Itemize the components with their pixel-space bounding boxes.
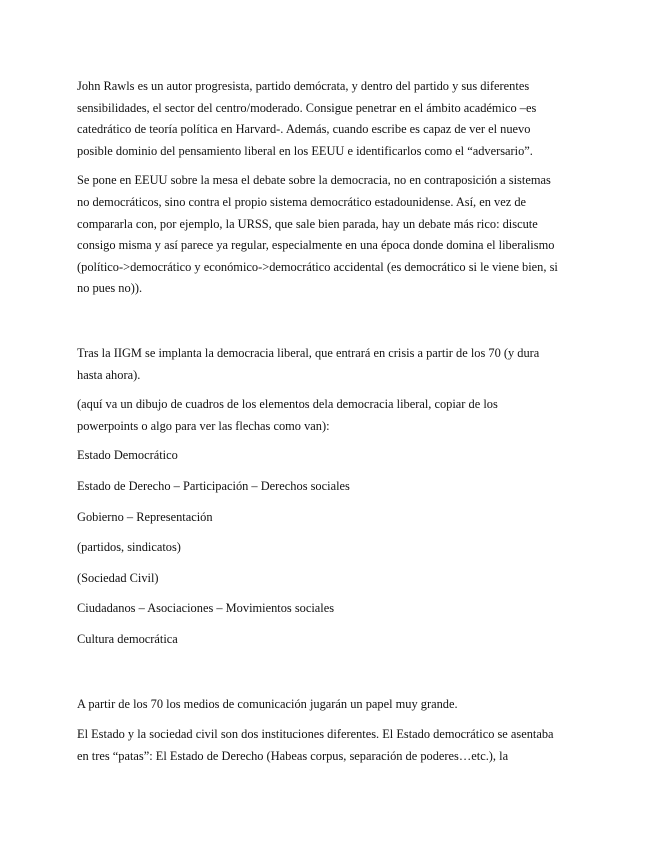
text-line: compararla con, por ejemplo, la URSS, que sale bien parada, hay un debate más rico: discute (77, 216, 538, 231)
diagram-line: Estado de Derecho – Participación – Derechos sociales (77, 478, 350, 493)
paragraph-rawls (77, 76, 577, 162)
diagram-line: (Sociedad Civil) (77, 570, 159, 585)
paragraph-iigm (77, 343, 577, 386)
text-line: Se pone en EEUU sobre la mesa el debate sobre la democracia, no en contraposición a sistemas (77, 173, 551, 188)
text-line: El Estado y la sociedad civil son dos instituciones diferentes. El Estado democrático se asentaba (77, 727, 554, 742)
blank-space (77, 659, 577, 694)
document-page (77, 76, 577, 767)
text-line: hasta ahora). (77, 367, 141, 382)
diagram-line: Gobierno – Representación (77, 509, 213, 524)
paragraph-medios (77, 694, 577, 716)
text-line: Tras la IIGM se implanta la democracia liberal, que entrará en crisis a partir de los 70 (y dura (77, 345, 540, 360)
diagram-line: Cultura democrática (77, 631, 178, 646)
text-line: consigo misma y así parece ya regular, especialmente en una época donde domina el liberalismo (77, 238, 555, 253)
text-line: powerpoints o algo para ver las flechas como van): (77, 418, 330, 433)
blank-space (77, 300, 577, 343)
paragraph-note (77, 394, 577, 437)
text-line: (político->democrático y económico->democrático accidental (es democrático si le viene bien, si (77, 259, 558, 274)
text-line: (aquí va un dibujo de cuadros de los elementos dela democracia liberal, copiar de los (77, 397, 498, 412)
text-line: no democráticos, sino contra el propio sistema democrático estadounidense. Así, en vez de (77, 194, 527, 209)
text-line: A partir de los 70 los medios de comunicación jugarán un papel muy grande. (77, 697, 458, 712)
diagram-line: Estado Democrático (77, 448, 178, 463)
text-line: posible dominio del pensamiento liberal en los EEUU e identificarlos como el “adversario”. (77, 143, 533, 158)
paragraph-debate (77, 170, 577, 300)
text-line: John Rawls es un autor progresista, partido demócrata, y dentro del partido y sus diferentes (77, 79, 530, 93)
diagram-line: (partidos, sindicatos) (77, 540, 181, 555)
paragraph-estado (77, 724, 577, 767)
text-line: sensibilidades, el sector del centro/moderado. Consigue penetrar en el ámbito académico –es (77, 100, 537, 115)
text-line: catedrático de teoría política en Harvard-. Además, cuando escribe es capaz de ver el nuevo (77, 122, 531, 137)
text-line: en tres “patas”: El Estado de Derecho (Habeas corpus, separación de poderes…etc.), la (77, 748, 509, 763)
diagram-line: Ciudadanos – Asociaciones – Movimientos sociales (77, 601, 335, 616)
text-line: no pues no)). (77, 281, 143, 296)
